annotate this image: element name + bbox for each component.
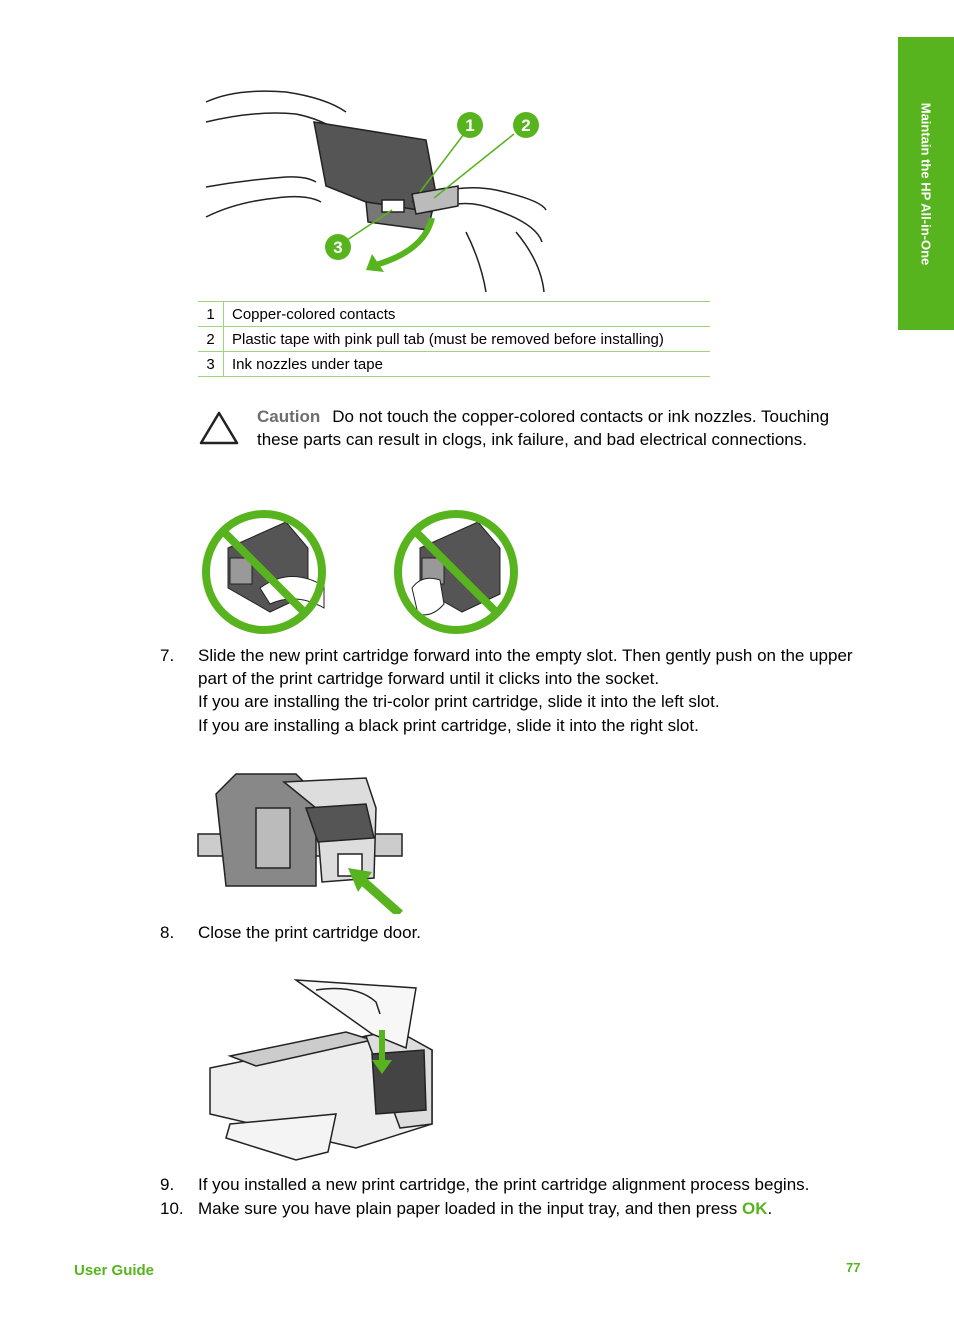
legend-number: 3 <box>198 352 224 377</box>
callout-legend-table <box>198 301 710 377</box>
legend-text: Copper-colored contacts <box>224 302 711 327</box>
cartridge-tape-illustration <box>196 82 556 296</box>
cartridge-carriage-illustration <box>196 768 406 914</box>
step-text: Slide the new print cartridge forward into the empty slot. Then gently push on the upper part of the print cartridge forward until it clicks into the socket. <box>198 646 853 688</box>
caution-note <box>257 406 857 451</box>
side-tab <box>898 37 954 330</box>
step-number: 7. <box>160 646 175 665</box>
footer-title: User Guide <box>74 1262 155 1279</box>
caution-label: Caution <box>257 407 321 426</box>
ok-button-label: OK <box>742 1199 768 1218</box>
legend-number: 2 <box>198 327 224 352</box>
table-row <box>198 302 710 327</box>
step-number: 8. <box>160 923 175 942</box>
step-7-tricolor-note: If you are installing the tri-color print cartridge, slide it into the left slot. <box>198 692 720 711</box>
step-text: If you installed a new print cartridge, the print cartridge alignment process begins. <box>198 1175 810 1194</box>
step-7-black-note: If you are installing a black print cartridge, slide it into the right slot. <box>198 716 699 735</box>
caution-text: Do not touch the copper-colored contacts or ink nozzles. Touching these parts can result in clogs, ink failure, and bad electrical connections. <box>257 407 830 449</box>
close-cartridge-door-illustration <box>196 974 440 1166</box>
table-row <box>198 327 710 352</box>
do-not-touch-contacts-icon <box>200 508 328 636</box>
legend-number: 1 <box>198 302 224 327</box>
legend-text: Ink nozzles under tape <box>224 352 711 377</box>
step-10-text-before: Make sure you have plain paper loaded in the input tray, and then press <box>198 1199 743 1218</box>
step-text: Close the print cartridge door. <box>198 923 422 942</box>
callout-1: 1 <box>465 116 475 135</box>
legend-text: Plastic tape with pink pull tab (must be removed before installing) <box>224 327 711 352</box>
callout-2: 2 <box>521 116 531 135</box>
step-10-text-after: . <box>767 1199 773 1218</box>
caution-triangle-icon <box>198 410 240 446</box>
step-number: 10. <box>160 1199 184 1218</box>
page-number: 77 <box>846 1260 861 1275</box>
callout-3: 3 <box>333 238 343 257</box>
step-text <box>198 1198 878 1221</box>
side-tab-label: Maintain the HP All-in-One <box>918 102 934 265</box>
table-row <box>198 352 710 377</box>
do-not-touch-nozzles-icon <box>392 508 520 636</box>
step-number: 9. <box>160 1175 175 1194</box>
